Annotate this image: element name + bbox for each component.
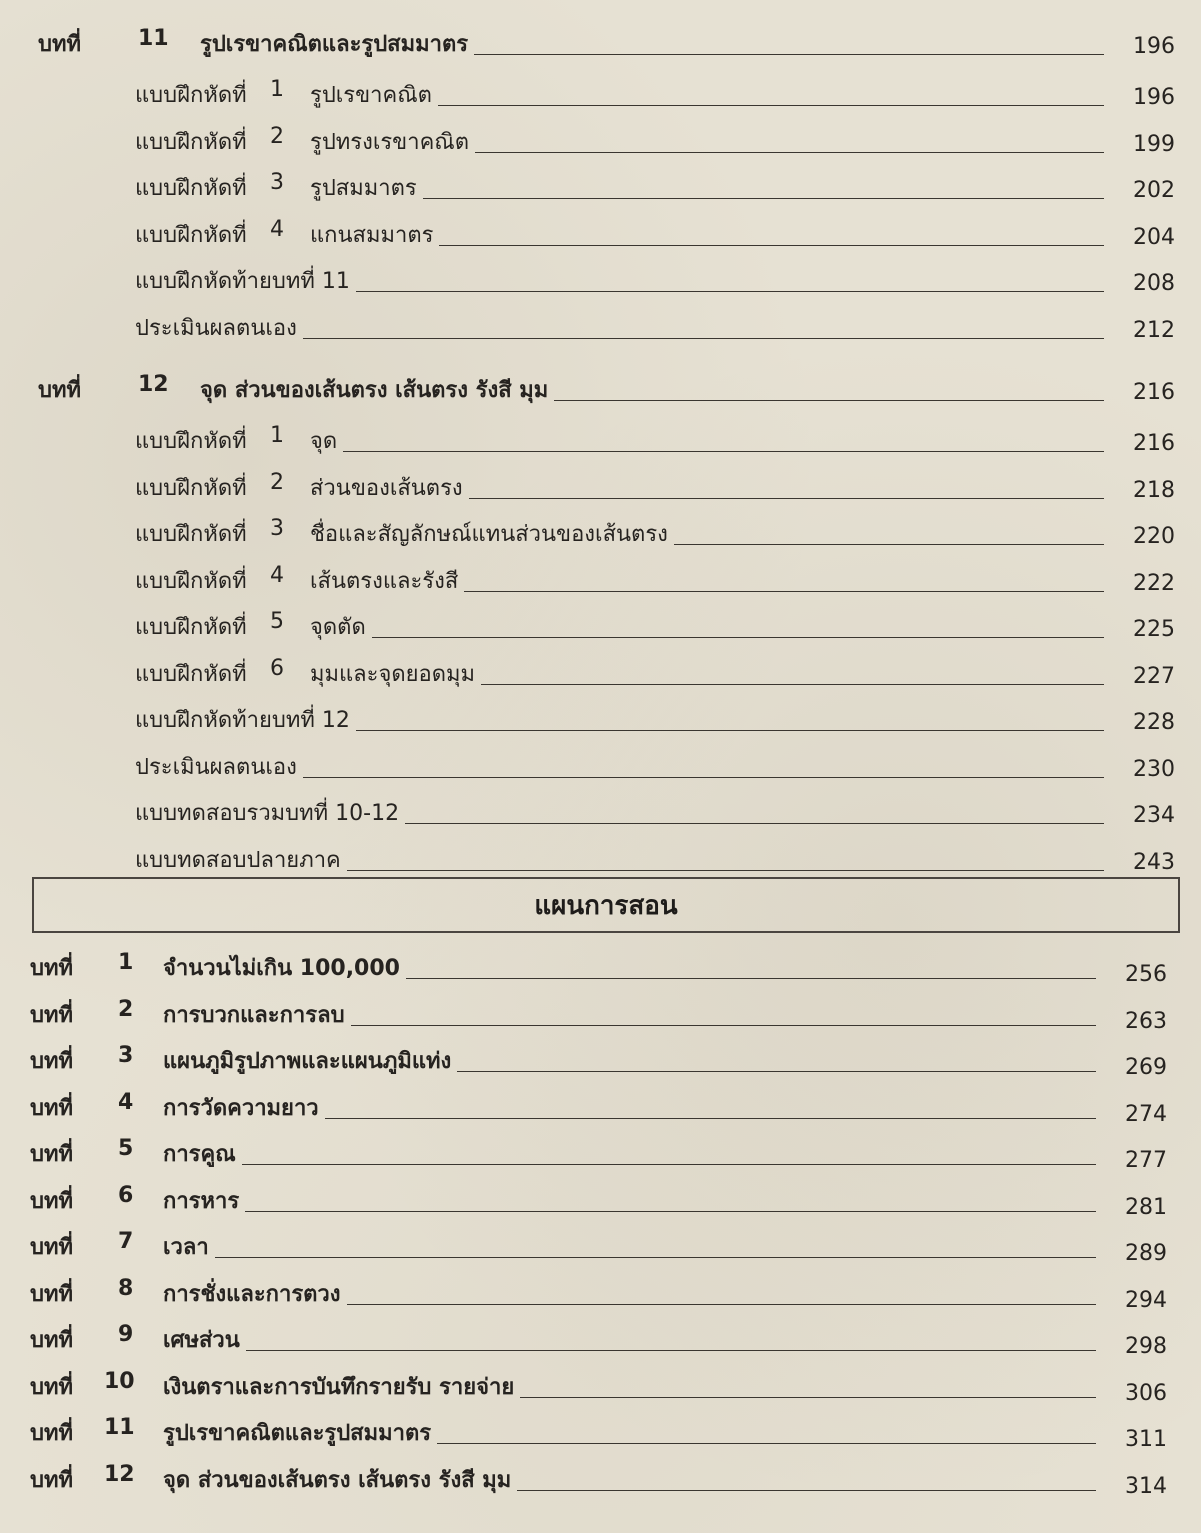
page-number: 243 xyxy=(1133,849,1175,875)
leader-line xyxy=(303,777,1104,778)
leader-line xyxy=(457,1071,1096,1072)
page-number: 222 xyxy=(1133,570,1175,596)
exercise-row xyxy=(0,470,1201,510)
exercise-number: 6 xyxy=(270,655,284,681)
leader-line xyxy=(474,54,1104,55)
chapter-title: จำนวนไม่เกิน 100,000 xyxy=(163,956,400,981)
chapter-label: บทที่ xyxy=(30,1328,73,1353)
chapter-number: 8 xyxy=(118,1275,134,1301)
chapter-number: 1 xyxy=(118,950,134,975)
exercise-row xyxy=(0,77,1201,117)
exercise-prefix: แบบฝึกหัดที่ xyxy=(135,83,247,108)
page-number: 298 xyxy=(1125,1334,1167,1359)
leader-line xyxy=(520,1397,1096,1398)
chapter-number: 3 xyxy=(118,1043,134,1068)
chapter-row xyxy=(0,1276,1201,1316)
exercise-number: 1 xyxy=(270,77,284,102)
exercise-prefix: แบบฝึกหัดที่ xyxy=(135,661,247,687)
exercise-prefix: แบบฝึกหัดที่ xyxy=(135,176,247,201)
exercise-number: 2 xyxy=(270,123,284,149)
page-number: 277 xyxy=(1125,1148,1167,1173)
chapter-label: บทที่ xyxy=(38,378,81,403)
exercise-number: 1 xyxy=(270,423,284,448)
page-number: 227 xyxy=(1133,663,1175,689)
chapter-label: บทที่ xyxy=(30,1142,73,1167)
chapter-row xyxy=(0,1322,1201,1362)
leader-line xyxy=(439,245,1104,246)
leader-line xyxy=(423,198,1104,199)
chapter-row xyxy=(0,1369,1201,1409)
exercise-prefix: แบบฝึกหัดที่ xyxy=(135,522,247,547)
leader-line xyxy=(372,637,1104,638)
leader-line xyxy=(215,1257,1096,1258)
chapter-title: เศษส่วน xyxy=(163,1328,240,1353)
leader-line xyxy=(554,400,1104,401)
leader-line xyxy=(343,451,1104,452)
exercise-title: ประเมินผลตนเอง xyxy=(135,754,297,780)
chapter-number: 7 xyxy=(118,1229,134,1254)
exercise-title: แบบฝึกหัดท้ายบทที่ 12 xyxy=(135,708,350,733)
exercise-title: รูปสมมาตร xyxy=(310,176,417,201)
page-number: 314 xyxy=(1125,1473,1167,1499)
chapter-title: เวลา xyxy=(163,1235,209,1260)
lesson-plan-heading-box xyxy=(32,877,1180,933)
chapter-title: การบวกและการลบ xyxy=(163,1002,345,1028)
chapter-row xyxy=(0,26,1201,66)
chapter-label: บทที่ xyxy=(30,1002,73,1028)
exercise-title: แกนสมมาตร xyxy=(310,222,434,248)
exercise-row xyxy=(0,749,1201,789)
exercise-title: ประเมินผลตนเอง xyxy=(135,315,297,341)
leader-line xyxy=(469,498,1104,499)
leader-line xyxy=(347,1304,1096,1305)
chapter-row xyxy=(0,1462,1201,1502)
exercise-row xyxy=(0,170,1201,210)
leader-line xyxy=(347,870,1104,871)
chapter-number: 6 xyxy=(118,1182,134,1208)
leader-line xyxy=(325,1118,1096,1119)
chapter-number: 11 xyxy=(104,1415,135,1440)
exercise-title: แบบทดสอบปลายภาค xyxy=(135,847,341,873)
exercise-number: 4 xyxy=(270,562,284,588)
page-number: 218 xyxy=(1133,477,1175,503)
chapter-title: รูปเรขาคณิตและรูปสมมาตร xyxy=(200,32,469,57)
exercise-number: 3 xyxy=(270,170,284,195)
page-number: 289 xyxy=(1125,1241,1167,1266)
page-number: 234 xyxy=(1133,803,1175,828)
exercise-row xyxy=(0,124,1201,164)
leader-line xyxy=(356,291,1104,292)
exercise-title: จุดตัด xyxy=(310,615,366,640)
exercise-title: มุมและจุดยอดมุม xyxy=(310,661,476,687)
page-number: 196 xyxy=(1133,34,1175,59)
chapter-label: บทที่ xyxy=(30,1188,73,1214)
page-number: 230 xyxy=(1133,756,1175,782)
exercise-row xyxy=(0,310,1201,350)
chapter-row xyxy=(0,372,1201,412)
chapter-row xyxy=(0,950,1201,990)
leader-line xyxy=(406,978,1096,979)
chapter-row xyxy=(0,1229,1201,1269)
exercise-row xyxy=(0,842,1201,882)
leader-line xyxy=(405,823,1104,824)
exercise-prefix: แบบฝึกหัดที่ xyxy=(135,568,247,594)
exercise-prefix: แบบฝึกหัดที่ xyxy=(135,129,247,155)
leader-line xyxy=(438,105,1104,106)
exercise-prefix: แบบฝึกหัดที่ xyxy=(135,615,247,640)
leader-line xyxy=(242,1164,1096,1165)
chapter-number: 4 xyxy=(118,1089,134,1115)
exercise-title: รูปทรงเรขาคณิต xyxy=(310,129,469,155)
chapter-title: การคูณ xyxy=(163,1142,236,1167)
chapter-label: บทที่ xyxy=(38,32,81,57)
exercise-number: 5 xyxy=(270,609,284,634)
page-number: 208 xyxy=(1133,271,1175,296)
exercise-row xyxy=(0,516,1201,556)
exercise-prefix: แบบฝึกหัดที่ xyxy=(135,222,247,248)
chapter-title: การวัดความยาว xyxy=(163,1095,319,1121)
exercise-row xyxy=(0,217,1201,257)
chapter-row xyxy=(0,1136,1201,1176)
exercise-title: จุด xyxy=(310,429,338,454)
exercise-row xyxy=(0,563,1201,603)
lesson-plan-heading: แผนการสอน xyxy=(534,890,678,921)
page-number: 263 xyxy=(1125,1008,1167,1034)
exercise-row xyxy=(0,656,1201,696)
chapter-number: 11 xyxy=(138,26,169,51)
exercise-prefix: แบบฝึกหัดที่ xyxy=(135,475,247,501)
exercise-title: ส่วนของเส้นตรง xyxy=(310,475,463,501)
page-number: 212 xyxy=(1133,317,1175,343)
chapter-label: บทที่ xyxy=(30,1421,73,1446)
page-number: 199 xyxy=(1133,131,1175,157)
leader-line xyxy=(475,152,1104,153)
chapter-title: เงินตราและการบันทึกรายรับ รายจ่าย xyxy=(163,1374,515,1400)
chapter-label: บทที่ xyxy=(30,1467,73,1493)
exercise-number: 2 xyxy=(270,469,284,495)
chapter-row xyxy=(0,1183,1201,1223)
leader-line xyxy=(356,730,1104,731)
page-number: 216 xyxy=(1133,380,1175,405)
exercise-number: 4 xyxy=(270,216,284,242)
chapter-label: บทที่ xyxy=(30,1095,73,1121)
chapter-number: 12 xyxy=(138,372,169,397)
chapter-title: การชั่งและการตวง xyxy=(163,1281,341,1307)
page-number: 202 xyxy=(1133,178,1175,203)
chapter-title: รูปเรขาคณิตและรูปสมมาตร xyxy=(163,1421,432,1446)
chapter-title: จุด ส่วนของเส้นตรง เส้นตรง รังสี มุม xyxy=(163,1467,512,1493)
exercise-title: แบบฝึกหัดท้ายบทที่ 11 xyxy=(135,269,350,294)
chapter-number: 2 xyxy=(118,996,134,1022)
exercise-prefix: แบบฝึกหัดที่ xyxy=(135,429,247,454)
page-number: 294 xyxy=(1125,1287,1167,1313)
exercise-title: แบบทดสอบรวมบทที่ 10-12 xyxy=(135,801,400,826)
chapter-title: จุด ส่วนของเส้นตรง เส้นตรง รังสี มุม xyxy=(200,378,549,403)
exercise-row xyxy=(0,609,1201,649)
chapter-label: บทที่ xyxy=(30,1235,73,1260)
exercise-row xyxy=(0,702,1201,742)
leader-line xyxy=(351,1025,1096,1026)
chapter-title: แผนภูมิรูปภาพและแผนภูมิแท่ง xyxy=(163,1049,452,1074)
chapter-title: การหาร xyxy=(163,1188,240,1214)
chapter-label: บทที่ xyxy=(30,1281,73,1307)
page-number: 216 xyxy=(1133,431,1175,456)
chapter-row xyxy=(0,1415,1201,1455)
chapter-row xyxy=(0,1090,1201,1130)
exercise-title: เส้นตรงและรังสี xyxy=(310,568,459,594)
page-number: 256 xyxy=(1125,962,1167,987)
leader-line xyxy=(303,338,1104,339)
chapter-number: 10 xyxy=(104,1368,135,1394)
exercise-number: 3 xyxy=(270,516,284,541)
exercise-row xyxy=(0,263,1201,303)
chapter-label: บทที่ xyxy=(30,956,73,981)
page-number: 274 xyxy=(1125,1101,1167,1127)
exercise-title: รูปเรขาคณิต xyxy=(310,83,432,108)
chapter-number: 5 xyxy=(118,1136,134,1161)
page-number: 220 xyxy=(1133,524,1175,549)
chapter-row xyxy=(0,997,1201,1037)
page-number: 225 xyxy=(1133,617,1175,642)
leader-line xyxy=(437,1443,1096,1444)
chapter-number: 12 xyxy=(104,1461,135,1487)
page-number: 311 xyxy=(1125,1427,1167,1452)
exercise-row xyxy=(0,795,1201,835)
chapter-number: 9 xyxy=(118,1322,134,1347)
exercise-title: ชื่อและสัญลักษณ์แทนส่วนของเส้นตรง xyxy=(310,522,668,547)
leader-line xyxy=(464,591,1104,592)
leader-line xyxy=(245,1211,1096,1212)
leader-line xyxy=(481,684,1104,685)
leader-line xyxy=(517,1490,1096,1491)
chapter-label: บทที่ xyxy=(30,1374,73,1400)
leader-line xyxy=(246,1350,1096,1351)
leader-line xyxy=(674,544,1104,545)
chapter-label: บทที่ xyxy=(30,1049,73,1074)
page-number: 281 xyxy=(1125,1194,1167,1220)
page-number: 306 xyxy=(1125,1380,1167,1406)
exercise-row xyxy=(0,423,1201,463)
page-number: 269 xyxy=(1125,1055,1167,1080)
page-number: 196 xyxy=(1133,85,1175,110)
page-number: 228 xyxy=(1133,710,1175,735)
page-number: 204 xyxy=(1133,224,1175,250)
chapter-row xyxy=(0,1043,1201,1083)
